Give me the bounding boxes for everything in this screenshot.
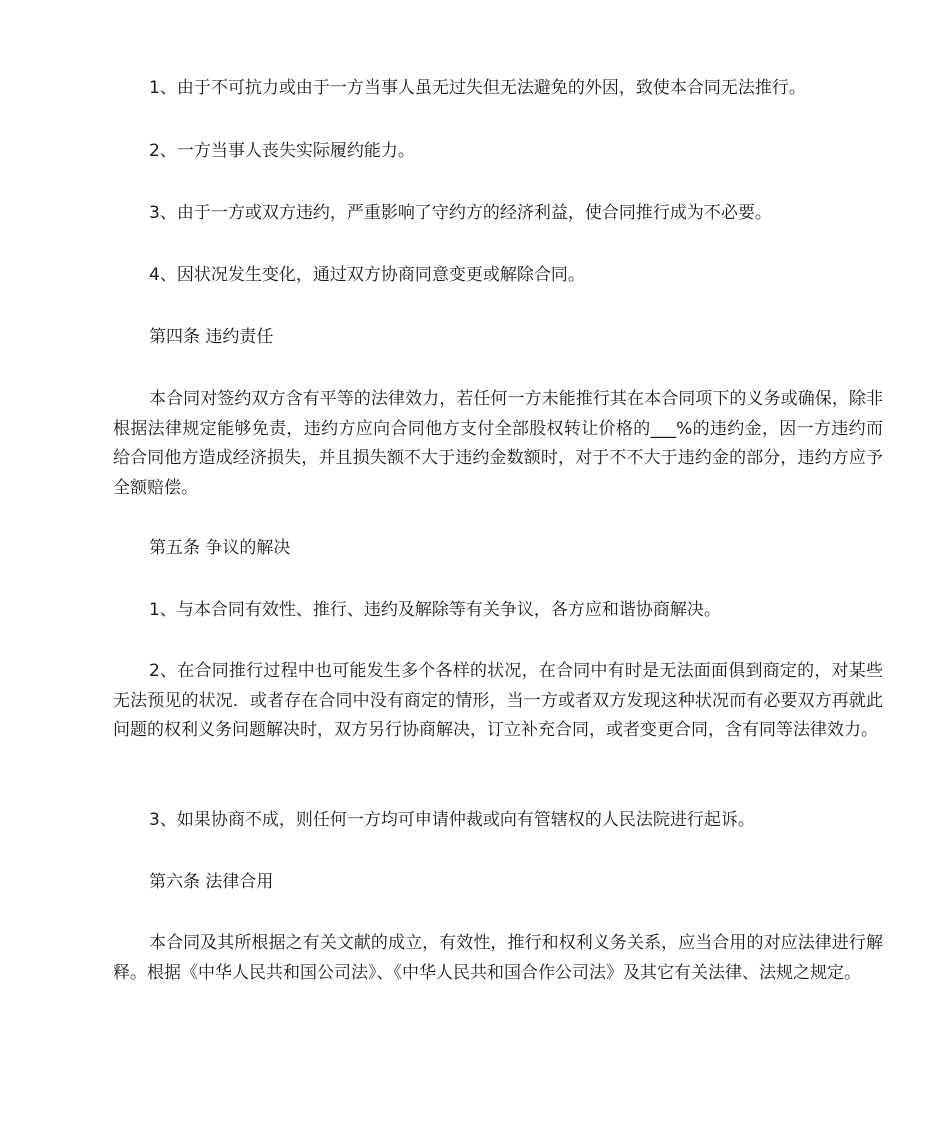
section-heading-article-4: 第四条 违约责任 xyxy=(149,327,274,347)
article-4-body: 本合同对签约双方含有平等的法律效力，若任何一方未能推行其在本合同项下的义务或确保，除非根据法律规定能够免责，违约方应向合同他方支付全部股权转让价格的___%的违约金，因一方违约而给合同他方造成经济损失，并且损失额不大于违约金数额时，对于不不大于违约金的部分，违约方应予全额赔偿。 xyxy=(113,389,883,498)
article-5-item-3: 3、如果协商不成，则任何一方均可申请仲裁或向有管辖权的人民法院进行起诉。 xyxy=(149,810,755,830)
article-6-body: 本合同及其所根据之有关文献的成立，有效性，推行和权利义务关系，应当合用的对应法律进行解释。根据《中华人民共和国公司法》、《中华人民共和国合作公司法》及其它有关法律、法规之规定。 xyxy=(113,933,883,983)
clause-3-item-3: 3、由于一方或双方违约，严重影响了守约方的经济利益，使合同推行成为不必要。 xyxy=(149,203,772,223)
section-heading-article-6: 第六条 法律合用 xyxy=(149,872,274,892)
clause-3-item-4: 4、因状况发生变化，通过双方协商同意变更或解除合同。 xyxy=(149,265,585,285)
article-5-item-1: 1、与本合同有效性、推行、违约及解除等有关争议，各方应和谐协商解决。 xyxy=(149,600,721,620)
section-heading-article-5: 第五条 争议的解决 xyxy=(149,538,291,558)
clause-3-item-2: 2、一方当事人丧失实际履约能力。 xyxy=(149,141,415,161)
clause-3-item-1: 1、由于不可抗力或由于一方当事人虽无过失但无法避免的外因，致使本合同无法推行。 xyxy=(149,78,806,98)
article-5-item-2: 2、在合同推行过程中也可能发生多个各样的状况，在合同中有时是无法面面俱到商定的，对某些无法预见的状况．或者存在合同中没有商定的情形，当一方或者双方发现这种状况而有必要双方再就此问题的权利义务问题解决时，双方另行协商解决，订立补充合同，或者变更合同，含有同等法律效力。 xyxy=(113,661,883,740)
